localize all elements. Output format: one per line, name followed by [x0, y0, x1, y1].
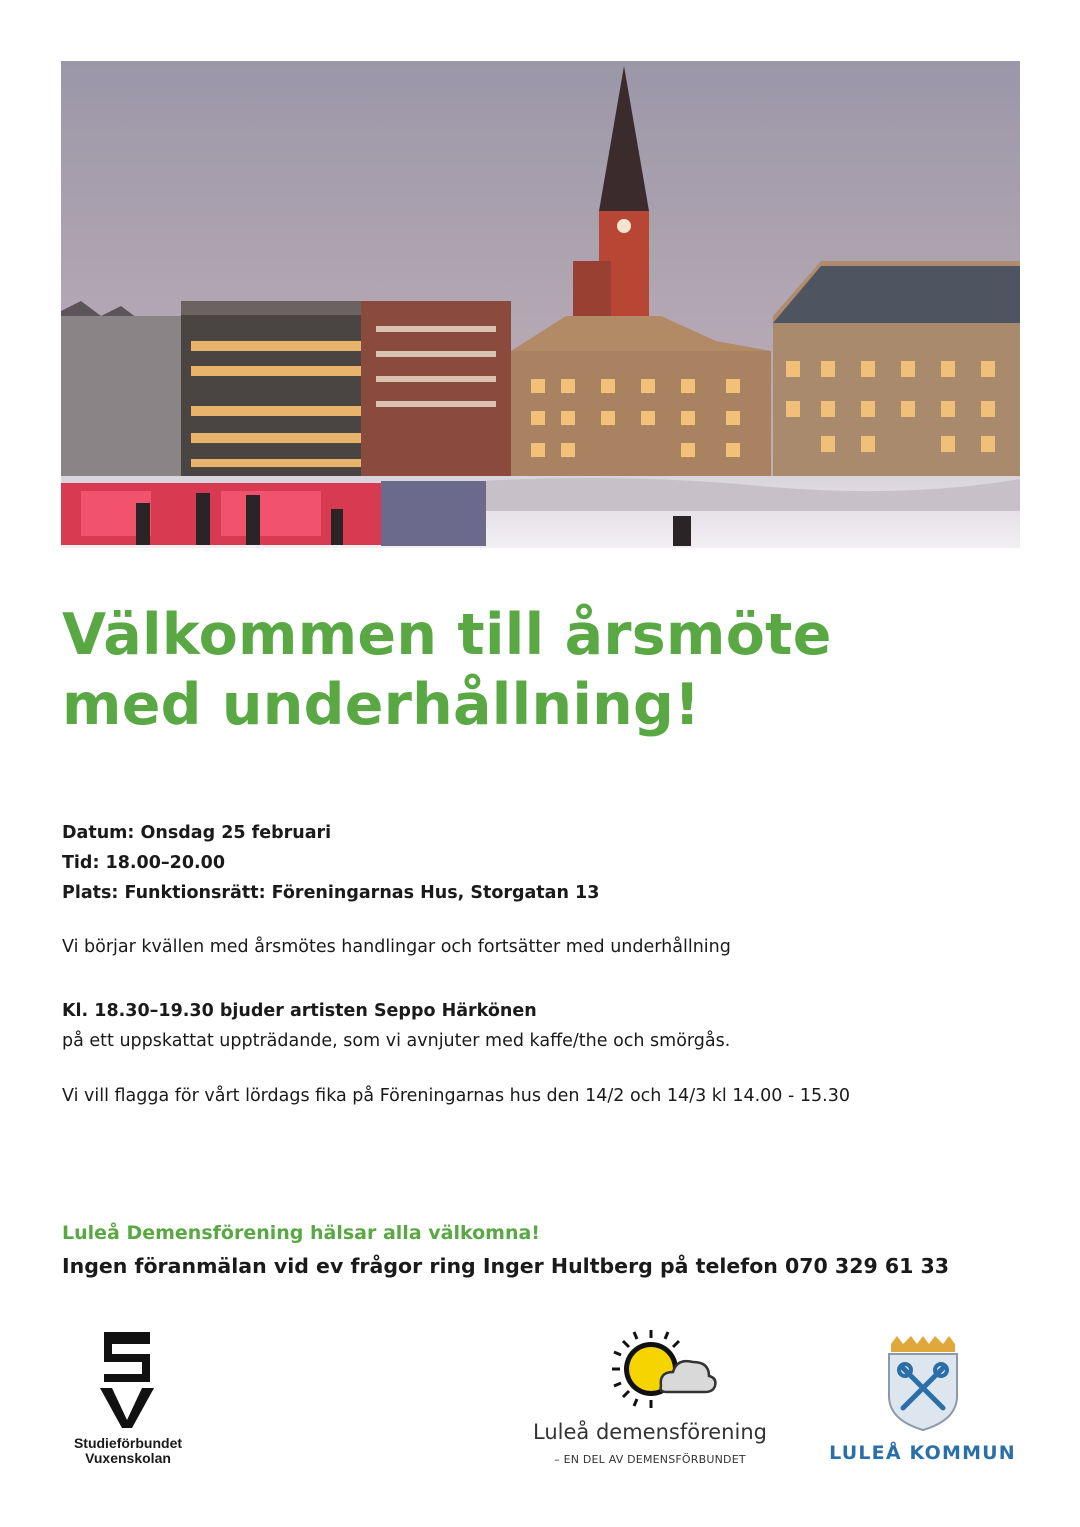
title-line-1: Välkommen till årsmöte — [62, 602, 832, 668]
title-line-2: med underhållning! — [62, 672, 701, 738]
coat-of-arms-icon — [883, 1334, 963, 1434]
contact-info: Ingen föranmälan vid ev frågor ring Inger Hultberg på telefon 070 329 61 33 — [62, 1254, 950, 1278]
kommun-logo — [820, 1334, 1025, 1474]
event-details — [62, 818, 1042, 908]
artist-section — [62, 996, 730, 1056]
event-place: Plats: Funktionsrätt: Föreningarnas Hus, Storgatan 13 — [62, 883, 600, 903]
kommun-logo-text: LULEÅ KOMMUN — [829, 1442, 1016, 1464]
demens-logo-name: Luleå demensförening — [533, 1420, 767, 1444]
sv-logo — [62, 1330, 197, 1470]
sv-logo-icon — [98, 1330, 156, 1430]
artist-headline: Kl. 18.30–19.30 bjuder artisten Seppo Härkönen — [62, 1001, 537, 1021]
demens-logo — [525, 1328, 775, 1473]
event-time: Tid: 18.00–20.00 — [62, 853, 226, 873]
fika-note: Vi vill flagga för vårt lördags fika på Föreningarnas hus den 14/2 och 14/3 kl 14.00 - 15.30 — [62, 1086, 850, 1106]
greeting: Luleå Demensförening hälsar alla välkomna! — [62, 1222, 540, 1244]
event-date: Datum: Onsdag 25 februari — [62, 823, 332, 843]
hero-photo — [61, 61, 1020, 548]
page-title — [62, 600, 1022, 740]
artist-text: på ett uppskattat uppträdande, som vi avnjuter med kaffe/the och smörgås. — [62, 1031, 731, 1051]
intro-text: Vi börjar kvällen med årsmötes handlingar och fortsätter med underhållning — [62, 937, 731, 957]
sv-logo-line-1: Studieförbundet — [73, 1435, 183, 1451]
sv-logo-text — [62, 1436, 194, 1466]
demens-logo-tagline: – EN DEL AV DEMENSFÖRBUNDET — [554, 1453, 746, 1466]
sun-cloud-icon — [609, 1328, 719, 1410]
sv-logo-line-2: Vuxenskolan — [85, 1450, 171, 1466]
